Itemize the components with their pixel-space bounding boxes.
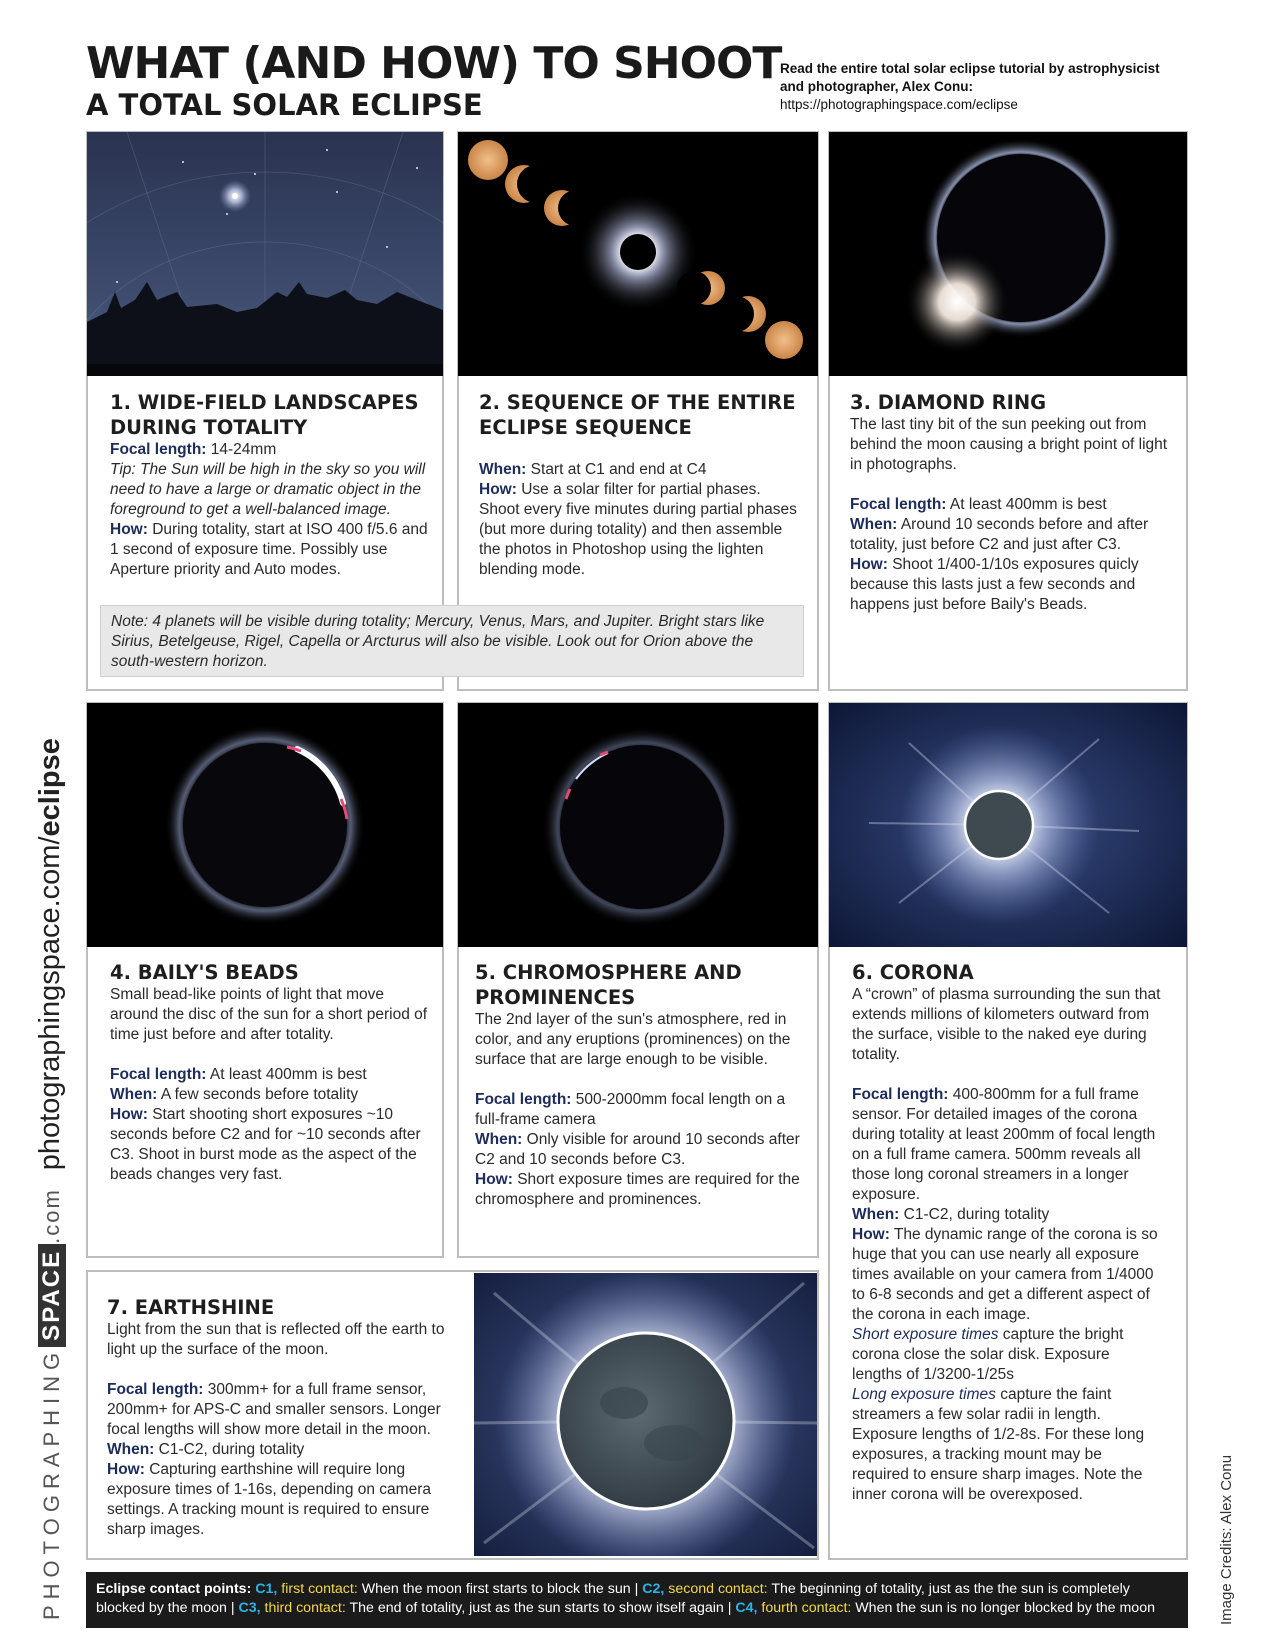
intro-line-2: and photographer, Alex Conu: — [780, 79, 974, 94]
photo-chromosphere — [458, 703, 818, 947]
s6-when: C1-C2, during totality — [903, 1206, 1050, 1223]
s1-tip: Tip: The Sun will be high in the sky so you will need to have a large or dramatic object in the foreground to get a well-balanced image. — [110, 461, 426, 518]
s3-description: The last tiny bit of the sun peeking out from behind the moon causing a bright point of light in photographs. — [850, 416, 1168, 473]
long-exposure-label: Long exposure times — [852, 1386, 996, 1403]
c3-text: The end of totality, just as the sun starts to show itself again | — [349, 1600, 732, 1616]
when-label: When: — [479, 461, 527, 478]
page-subtitle: A TOTAL SOLAR ECLIPSE — [86, 88, 483, 122]
diamond-ring-graphic — [829, 132, 1187, 376]
s5-description: The 2nd layer of the sun's atmosphere, red in color, and any eruptions (prominences) on the surface that are large enough to be visible. — [475, 1011, 791, 1068]
s1-focal-value: 14-24mm — [210, 441, 277, 458]
s5-when: Only visible for around 10 seconds after C2 and 10 seconds before C3. — [475, 1131, 800, 1168]
photo-diamond-ring — [829, 132, 1187, 376]
s6-how: The dynamic range of the corona is so huge that you can use nearly all exposure times available on your camera from 1/4000 to 6-8 seconds and get a different aspect of the corona in each image. — [852, 1226, 1158, 1323]
s6-long-text: capture the faint streamers a few solar radii in length. Exposure lengths of 1/2-8s. For these long exposures, a tracking mount may be required to ensure sharp images. Note the inner corona will be overexposed. — [852, 1386, 1145, 1503]
photo-eclipse-sequence — [458, 132, 818, 376]
s2-when: Start at C1 and end at C4 — [530, 461, 707, 478]
corona-graphic — [829, 703, 1187, 947]
focal-label: Focal length: — [110, 1066, 207, 1083]
intro-block — [780, 60, 1210, 114]
when-label: When: — [475, 1131, 523, 1148]
c1-code: C1, — [255, 1581, 278, 1597]
s2-how: Use a solar filter for partial phases. Shoot every five minutes during partial phases (but more during totality) and then assemble the photos in Photoshop using the lighten blending mode. — [479, 481, 797, 578]
intro-url-link[interactable]: https://photographingspace.com/eclipse — [780, 97, 1018, 112]
page-title: WHAT (AND HOW) TO SHOOT — [86, 38, 782, 89]
how-label: How: — [852, 1226, 890, 1243]
s7-how: Capturing earthshine will require long exposure times of 1-16s, depending on camera settings. A tracking mount is required to ensure sharp images. — [107, 1461, 431, 1538]
c1-text: When the moon first starts to block the sun | — [361, 1581, 639, 1597]
section-1-title: 1. WIDE-FIELD LANDSCAPES DURING TOTALITY — [110, 391, 419, 439]
c2-name: second contact: — [668, 1581, 768, 1597]
section-5-title: 5. CHROMOSPHERE AND PROMINENCES — [475, 961, 742, 1009]
s3-when: Around 10 seconds before and after totality, just before C2 and just after C3. — [850, 516, 1149, 553]
section-corona — [852, 960, 1162, 1505]
s4-when: A few seconds before totality — [160, 1086, 359, 1103]
c4-name: fourth contact: — [761, 1600, 852, 1616]
focal-label: Focal length: — [850, 496, 947, 513]
bailys-beads-graphic — [87, 703, 443, 947]
photo-corona — [829, 703, 1187, 947]
section-2-title: 2. SEQUENCE OF THE ENTIRE ECLIPSE SEQUENCE — [479, 391, 796, 439]
side-branding — [34, 738, 67, 1620]
s4-description: Small bead-like points of light that move around the disc of the sun for a short period of time just before and after totality. — [110, 986, 428, 1043]
s1-how: During totality, start at ISO 400 f/5.6 and 1 second of exposure time. Possibly use Aperture priority and Auto modes. — [110, 521, 428, 578]
c4-text: When the sun is no longer blocked by the moon — [855, 1600, 1155, 1616]
how-label: How: — [475, 1171, 513, 1188]
section-7-title: 7. EARTHSHINE — [107, 1296, 275, 1319]
s6-short-text: capture the bright corona close the solar disk. Exposure lengths of 1/3200-1/25s — [852, 1326, 1124, 1383]
s4-focal: At least 400mm is best — [209, 1066, 367, 1083]
intro-line-1: Read the entire total solar eclipse tutorial by astrophysicist — [780, 61, 1160, 76]
s5-focal: 500-2000mm focal length on a full-frame camera — [475, 1091, 786, 1128]
s6-focal: 400-800mm for a full frame sensor. For detailed images of the corona during totality at least 200mm of focal length on a full frame camera. 500mm reveals all those long coronal streamers in a longer exposure. — [852, 1086, 1156, 1203]
focal-label: Focal length: — [475, 1091, 572, 1108]
section-6-title: 6. CORONA — [852, 961, 974, 984]
how-label: How: — [107, 1461, 145, 1478]
c2-text: The beginning of totality, just as the the sun is completely blocked by the moon | — [96, 1581, 1130, 1616]
section-sequence — [479, 390, 804, 580]
short-exposure-label: Short exposure times — [852, 1326, 999, 1343]
how-label: How: — [850, 556, 888, 573]
c4-code: C4, — [735, 1600, 758, 1616]
s7-when: C1-C2, during totality — [158, 1441, 305, 1458]
image-credits: Image Credits: Alex Conu — [1218, 1454, 1235, 1625]
s3-how: Shoot 1/400-1/10s exposures quicly because this lasts just a few seconds and happens just before Baily's Beads. — [850, 556, 1139, 613]
when-label: When: — [110, 1086, 158, 1103]
section-chromosphere — [475, 960, 805, 1210]
planets-note: Note: 4 planets will be visible during totality; Mercury, Venus, Mars, and Jupiter. Bright stars like Sirius, Betelgeuse, Rigel, Capella or Arcturus will also be visible. Look out for Orion above the south-western horizon. — [100, 605, 804, 677]
contact-points-footer — [86, 1572, 1188, 1628]
section-3-title: 3. DIAMOND RING — [850, 391, 1047, 414]
section-diamond-ring — [850, 390, 1170, 615]
section-bailys-beads — [110, 960, 430, 1185]
when-label: When: — [107, 1441, 155, 1458]
c1-name: first contact: — [281, 1581, 358, 1597]
brand-suffix: .com — [39, 1188, 64, 1244]
section-4-title: 4. BAILY'S BEADS — [110, 961, 299, 984]
photo-earthshine — [474, 1273, 817, 1556]
section-wide-field — [110, 390, 430, 580]
chromosphere-graphic — [458, 703, 818, 947]
photo-wide-field-sky — [87, 132, 443, 376]
side-url-link[interactable]: photographingspace.com/eclipse — [34, 738, 66, 1171]
c3-code: C3, — [238, 1600, 261, 1616]
c2-code: C2, — [642, 1581, 665, 1597]
footer-heading: Eclipse contact points: — [96, 1581, 252, 1597]
how-label: How: — [110, 1106, 148, 1123]
when-label: When: — [850, 516, 898, 533]
focal-label: Focal length: — [110, 441, 207, 458]
eclipse-sequence-graphic — [458, 132, 818, 376]
when-label: When: — [852, 1206, 900, 1223]
photo-bailys-beads — [87, 703, 443, 947]
section-earthshine — [107, 1295, 462, 1540]
s5-how: Short exposure times are required for the chromosphere and prominences. — [475, 1171, 800, 1208]
wide-field-sky-graphic — [87, 132, 443, 376]
how-label: How: — [110, 521, 148, 538]
s7-focal: 300mm+ for a full frame sensor, 200mm+ for APS-C and smaller sensors. Longer focal lengths will show more detail in the moon. — [107, 1381, 441, 1438]
how-label: How: — [479, 481, 517, 498]
s7-description: Light from the sun that is reflected off the earth to light up the surface of the moon. — [107, 1321, 445, 1358]
focal-label: Focal length: — [107, 1381, 204, 1398]
s4-how: Start shooting short exposures ~10 seconds before C2 and for ~10 seconds after C3. Shoot in burst mode as the aspect of the beads changes very fast. — [110, 1106, 421, 1183]
s3-focal: At least 400mm is best — [949, 496, 1107, 513]
brand-logo: SPACE — [38, 1244, 66, 1347]
s6-description: A “crown” of plasma surrounding the sun that extends millions of kilometers outward from the surface, visible to the naked eye during totality. — [852, 986, 1161, 1063]
earthshine-graphic — [474, 1273, 817, 1556]
focal-label: Focal length: — [852, 1086, 949, 1103]
brand-prefix: PHOTOGRAPHING — [39, 1346, 64, 1620]
c3-name: third contact: — [264, 1600, 346, 1616]
